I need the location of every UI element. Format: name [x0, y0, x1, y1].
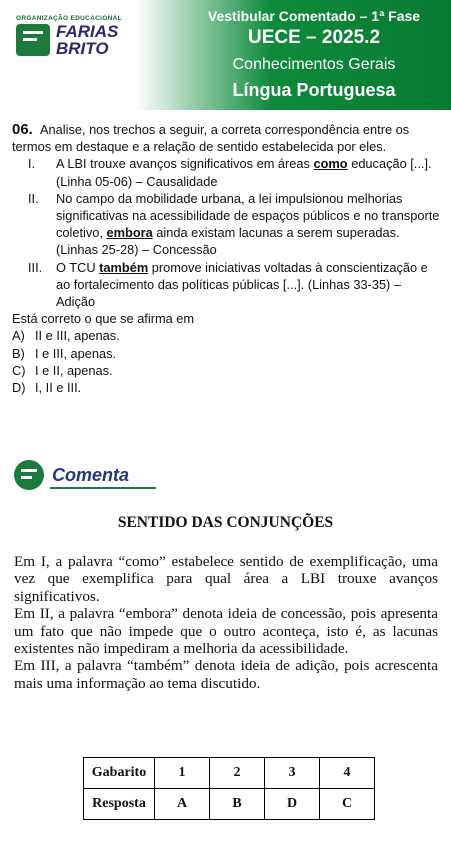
explanation-paragraph: Em II, a palavra “embora” denota ideia de concessão, pois apresenta um fato que não impede que o outro aconteça, isto é, as lacunas existentes não impediram a melhoria da acessibilidade.	[14, 605, 438, 658]
exam-area: Conhecimentos Gerais	[232, 56, 396, 73]
question-number-cell: 1	[155, 758, 210, 789]
statement-text: ainda existam lacunas a serem superadas. (Linhas 25-28) – Concessão	[56, 225, 400, 258]
table-row	[84, 789, 375, 820]
question-prompt	[12, 121, 440, 155]
comenta-underline	[50, 487, 156, 489]
question-prompt-text: Analise, nos trechos a seguir, a correta correspondência entre os termos em destaque e a relação de sentido estabelecida por eles.	[12, 122, 410, 155]
org-label: ORGANIZAÇÃO EDUCACIONAL	[16, 15, 122, 22]
row-label-gabarito: Gabarito	[84, 758, 155, 789]
brand-name-line2: BRITO	[56, 39, 109, 58]
fb-round-logo-icon	[14, 460, 44, 490]
section-title: SENTIDO DAS CONJUNÇÕES	[117, 514, 334, 531]
statement-text: promove iniciativas voltadas à conscientização e ao fortalecimento das políticas públicas [...]. (Linhas 33-35) – Adição	[56, 259, 428, 310]
brand-name-line1: FARIAS	[56, 22, 119, 41]
answer-option	[12, 327, 440, 344]
highlighted-term: como	[313, 156, 348, 172]
answer-option	[12, 345, 440, 362]
answer-cell: C	[320, 789, 375, 820]
answer-option	[12, 362, 440, 379]
option-text: I, II e III.	[35, 380, 82, 396]
exam-subject: Língua Portuguesa	[232, 80, 396, 100]
option-text: II e III, apenas.	[35, 328, 120, 344]
comenta-label: Comenta	[52, 465, 130, 485]
option-letter: A)	[12, 328, 25, 344]
highlighted-term: embora	[106, 225, 153, 241]
statement-text: O TCU	[56, 259, 100, 275]
statement-text: A LBI trouxe avanços significativos em áreas	[56, 156, 314, 172]
option-text: I e II, apenas.	[35, 362, 113, 378]
fb-logo-icon	[16, 24, 50, 56]
statement-item	[12, 155, 440, 189]
statement-item	[12, 259, 440, 311]
answer-option	[12, 379, 440, 396]
option-letter: D)	[12, 380, 26, 396]
farias-brito-logo	[6, 6, 156, 62]
answer-cell: D	[265, 789, 320, 820]
question-number-cell: 2	[210, 758, 265, 789]
table-row	[84, 758, 375, 789]
exam-title: Vestibular Comentado – 1ª Fase	[207, 8, 421, 24]
answer-cell: A	[155, 789, 210, 820]
exam-edition: UECE – 2025.2	[247, 27, 381, 48]
statement-item	[12, 190, 440, 259]
highlighted-term: também	[99, 259, 149, 275]
option-letter: B)	[12, 345, 25, 361]
question-block	[12, 121, 440, 396]
comenta-logo	[14, 460, 164, 494]
explanation-paragraph: Em III, a palavra “também” denota ideia de adição, pois acrescenta mais uma informação ao tema discutido.	[14, 657, 438, 692]
question-number-cell: 3	[265, 758, 320, 789]
question-number-cell: 4	[320, 758, 375, 789]
row-label-resposta: Resposta	[84, 789, 155, 820]
statement-roman: II.	[28, 190, 39, 206]
option-letter: C)	[12, 362, 26, 378]
statement-text: No campo da mobilidade urbana, a lei impulsionou melhorias significativas na acessibilidade de espaços públicos e no transporte coletivo,	[56, 190, 440, 241]
option-text: I e III, apenas.	[35, 345, 117, 361]
statement-roman: I.	[28, 156, 36, 172]
header-banner	[0, 0, 451, 110]
statement-roman: III.	[28, 259, 43, 275]
explanation-paragraph: Em I, a palavra “como” estabelece sentido de exemplificação, uma vez que exemplifica para qual área a LBI trouxe avanços significativos.	[14, 553, 438, 605]
answer-cell: B	[210, 789, 265, 820]
question-stem: Está correto o que se afirma em	[12, 311, 195, 327]
answer-key-table	[83, 757, 375, 820]
question-number: 06.	[12, 121, 33, 138]
explanation-block	[14, 553, 438, 692]
statement-text: educação [...]. (Linha 05-06) – Causalidade	[56, 156, 432, 189]
